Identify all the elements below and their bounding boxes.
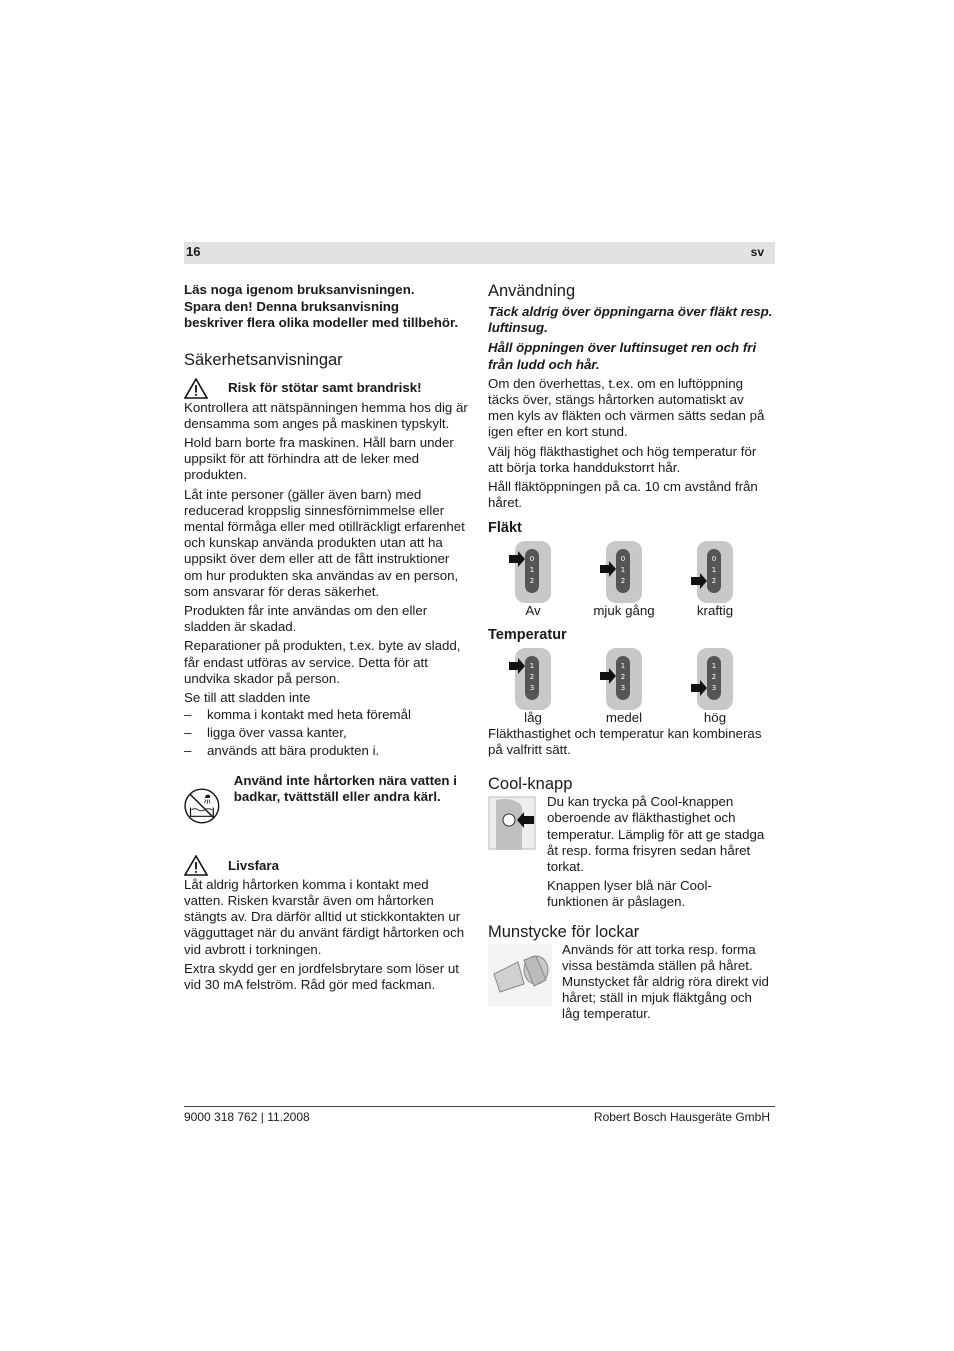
paragraph: Kontrollera att nätspänningen hemma hos dig är densamma som anges på maskinen typskylt.: [184, 399, 468, 431]
danger-label: Livsfara: [228, 857, 279, 873]
svg-text:2: 2: [529, 672, 535, 681]
list-item: – komma i kontakt med heta föremål: [184, 707, 411, 723]
fan-setting-2: [670, 541, 760, 619]
paragraph: Du kan trycka på Cool-knappen oberoende av fläkthastighet och temperatur. Lämplig för att ge stadga åt resp. forma frisyren sedan håret torkat.: [547, 794, 765, 875]
fan-setting-0: [488, 541, 578, 619]
fan-settings: [488, 541, 760, 619]
svg-text:2: 2: [620, 672, 626, 681]
bath-warning-text: Använd inte hårtorken nära vatten i badkar, tvättställ eller andra kärl.: [233, 772, 457, 804]
temperature-label: hög: [703, 709, 727, 725]
hairdryer-switch-icon: [600, 541, 648, 603]
header-bar: [184, 242, 775, 264]
nozzle-title: Munstycke för lockar: [488, 922, 640, 941]
svg-text:1: 1: [620, 566, 626, 575]
language-code: sv: [750, 245, 764, 259]
curl-nozzle-icon: [488, 944, 552, 1006]
svg-text:3: 3: [529, 683, 535, 692]
hairdryer-switch-icon: [691, 541, 739, 603]
temperature-label: medel: [605, 709, 643, 725]
svg-text:2: 2: [529, 577, 535, 586]
svg-text:1: 1: [711, 566, 717, 575]
hairdryer-switch-icon: [691, 648, 739, 710]
fan-label: mjuk gång: [593, 603, 655, 619]
svg-text:0: 0: [711, 555, 717, 564]
page-number: 16: [186, 244, 201, 259]
danger-warning: [184, 855, 469, 877]
hairdryer-switch-icon: [600, 648, 648, 710]
svg-text:1: 1: [620, 661, 626, 670]
paragraph: Se till att sladden inte: [184, 689, 311, 705]
paragraph: Hold barn borte fra maskinen. Håll barn under uppsikt för att förhindra att de leker med produkten.: [184, 434, 454, 483]
paragraph: Om den överhettas, t.ex. om en luftöppning täcks över, stängs hårtorken automatiskt av men kyls av fläkten och värmen sätts sedan på igen efter en kort stund.: [488, 375, 765, 440]
cool-block: [488, 794, 773, 913]
paragraph: Håll fläktöppningen på ca. 10 cm avstånd från håret.: [488, 479, 758, 511]
warning-triangle-icon: [184, 855, 208, 876]
paragraph: Produkten får inte användas om den eller sladden är skadad.: [184, 602, 428, 635]
paragraph: Välj hög fläkthastighet och hög temperatur för att börja torka handdukstorrt hår.: [488, 443, 757, 475]
temperature-label: låg: [524, 709, 542, 725]
svg-text:1: 1: [529, 661, 535, 670]
paragraph: Reparationer på produkten, t.ex. byte av sladd, får endast utföras av service. Detta för att undvika skador på person.: [184, 638, 461, 686]
usage-warning: Håll öppningen över luftinsuget ren och fri från ludd och hår.: [488, 340, 757, 372]
risk-warning: [184, 378, 469, 400]
svg-text:0: 0: [620, 555, 626, 564]
paragraph: Fläkthastighet och temperatur kan kombineras på valfritt sätt.: [488, 725, 762, 758]
document-number: 9000 318 762 | 11.2008: [184, 1110, 310, 1124]
intro: Läs noga igenom bruksanvisningen. Spara den! Denna bruksanvisning beskriver flera olika modeller med tillbehör.: [184, 282, 459, 330]
paragraph: Låt aldrig hårtorken komma i kontakt med vatten. Risken kvarstår även om hårtorken stängts av. Dra därför alltid ut stickkontakten ur vägguttaget när du använt färdigt hårtorken och vid avbrott i torkningen.: [184, 876, 465, 957]
bath-warning-block: [184, 773, 469, 839]
paragraph: Låt inte personer (gäller även barn) med reducerad kroppslig sinnesförnimmelse eller mental förmåga eller med otillräckligt erfarenhet och kunskap använda produkten utan att ha uppsikt över dem eller att de fått instruktioner om hur produkten ska användas av en person, som ansvarar för deras säkerhet.: [184, 486, 465, 599]
cool-button-icon: [488, 796, 536, 850]
svg-text:2: 2: [711, 577, 717, 586]
publisher: Robert Bosch Hausgeräte GmbH: [593, 1110, 770, 1124]
paragraph: Extra skydd ger en jordfelsbrytare som löser ut vid 30 mA felström. Råd gör med fackman.: [184, 960, 459, 992]
warning-triangle-icon: [184, 378, 208, 399]
svg-text:1: 1: [529, 566, 535, 575]
hairdryer-switch-icon: [509, 541, 557, 603]
svg-text:3: 3: [620, 683, 626, 692]
temperature-setting-2: [670, 648, 760, 726]
svg-text:1: 1: [711, 661, 717, 670]
paragraph: Knappen lyser blå när Cool-funktionen är påslagen.: [547, 878, 712, 910]
temperature-setting-1: [579, 648, 669, 726]
no-bath-water-icon: [184, 773, 220, 839]
left-column: [184, 282, 469, 996]
fan-setting-1: [579, 541, 669, 619]
nozzle-block: [488, 942, 773, 1026]
svg-text:0: 0: [529, 555, 535, 564]
footer: [184, 1106, 775, 1124]
hairdryer-switch-icon: [509, 648, 557, 710]
fan-label: Av: [525, 603, 541, 619]
usage-warning: Täck aldrig över öppningarna över fläkt resp. luftinsug.: [488, 304, 773, 336]
temperature-settings: [488, 648, 760, 726]
fan-label: kraftig: [696, 603, 734, 619]
temperature-setting-0: [488, 648, 578, 726]
safety-title: Säkerhetsanvisningar: [184, 350, 343, 369]
list-item: – används att bära produkten i.: [184, 742, 380, 758]
cool-title: Cool-knapp: [488, 775, 573, 794]
fan-title: Fläkt: [488, 520, 522, 537]
svg-text:2: 2: [711, 672, 717, 681]
list-item: – ligga över vassa kanter,: [184, 725, 347, 741]
svg-text:3: 3: [711, 683, 717, 692]
svg-text:2: 2: [620, 577, 626, 586]
risk-label: Risk för stötar samt brandrisk!: [228, 380, 422, 396]
right-column: [488, 281, 773, 1026]
temperature-title: Temperatur: [488, 626, 567, 643]
paragraph: Används för att torka resp. forma vissa bestämda ställen på håret. Munstycket får aldrig röra direkt vid håret; ställ in mjuk fläktgång och låg temperatur.: [562, 941, 769, 1022]
usage-title: Användning: [488, 282, 576, 300]
